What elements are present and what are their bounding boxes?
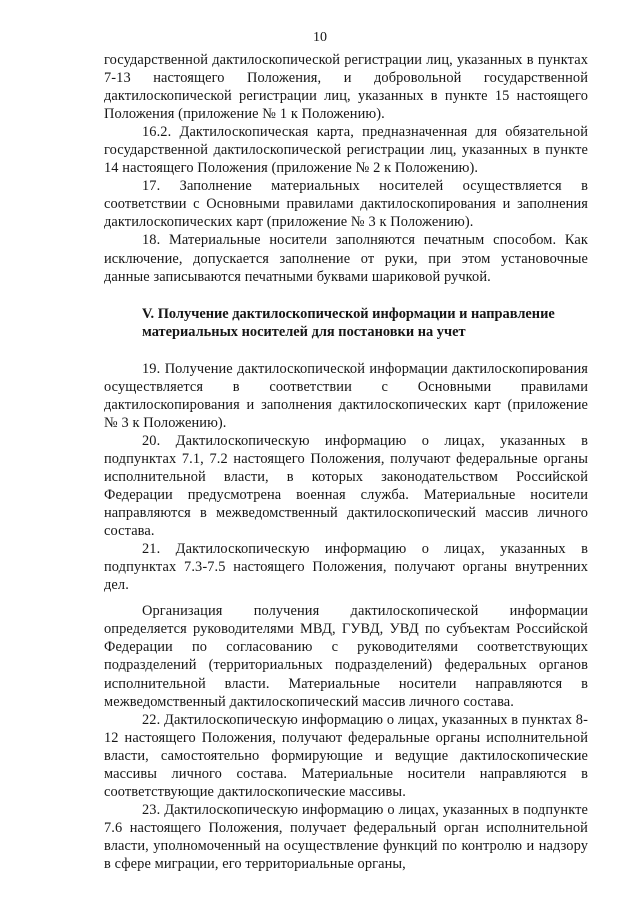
paragraph-19: 19. Получение дактилоскопической информации дактилоскопирования осуществляется в соответствии с Основными правилами дактилоскопирования и заполнения дактилоскопических карт (приложение № 3 к Положению). — [104, 360, 588, 431]
paragraph-18: 18. Материальные носители заполняются печатным способом. Как исключение, допускается заполнение от руки, при этом установочные данные записываются печатными буквами шариковой ручкой. — [104, 232, 588, 285]
paragraph-17: 17. Заполнение материальных носителей осуществляется в соответствии с Основными правилами дактилоскопирования и заполнения дактилоскопических карт (приложение № 3 к Положению). — [104, 178, 588, 231]
section-heading: V. Получение дактилоскопической информации и направление материальных носителей для постановки на учет — [142, 305, 555, 340]
paragraph-23: 23. Дактилоскопическую информацию о лицах, указанных в подпункте 7.6 настоящего Положения, получает федеральный орган исполнительной власти, уполномоченный на осуществление функций по контролю и надзору в сфере миграции, его территориальные органы, — [104, 801, 588, 872]
paragraph-organization: Организация получения дактилоскопической информации определяется руководителями МВД, ГУВД, УВД по субъектам Российской Федерации по согласованию с руководителями соответствующих подразделений (территориальных подразделений) федеральных органов исполнительной власти. Материальные носители направляются в межведомственный дактилоскопический массив личного состава. — [104, 603, 588, 710]
page-number: 10 — [313, 30, 327, 45]
paragraph-22: 22. Дактилоскопическую информацию о лицах, указанных в пунктах 8-12 настоящего Положения, получают федеральные органы исполнительной власти, самостоятельно формирующие и ведущие дактилоскопические массивы личного состава. Материальные носители направляются в соответствующие дактилоскопические массивы. — [104, 711, 588, 800]
paragraph-20: 20. Дактилоскопическую информацию о лицах, указанных в подпунктах 7.1, 7.2 настоящего Положения, получают федеральные органы исполнительной власти, в которых законодательством Российской Федерации предусмотрена военная служба. Материальные носители направляются в межведомственный дактилоскопический массив личного состава. — [104, 432, 588, 540]
paragraph-16-2: 16.2. Дактилоскопическая карта, предназначенная для обязательной государственной дактилоскопической регистрации лиц, указанных в пункте 14 настоящего Положения (приложение № 2 к Положению). — [104, 124, 588, 177]
document-body — [104, 51, 588, 873]
paragraph-21: 21. Дактилоскопическую информацию о лицах, указанных в подпунктах 7.3-7.5 настоящего Положения, получают органы внутренних дел. — [104, 541, 588, 594]
paragraph-continued: государственной дактилоскопической регистрации лиц, указанных в пунктах 7-13 настоящего Положения, и добровольной государственной дактилоскопической регистрации лиц, указанных в пункте 15 настоящего Положения (приложение № 1 к Положению). — [104, 52, 588, 123]
